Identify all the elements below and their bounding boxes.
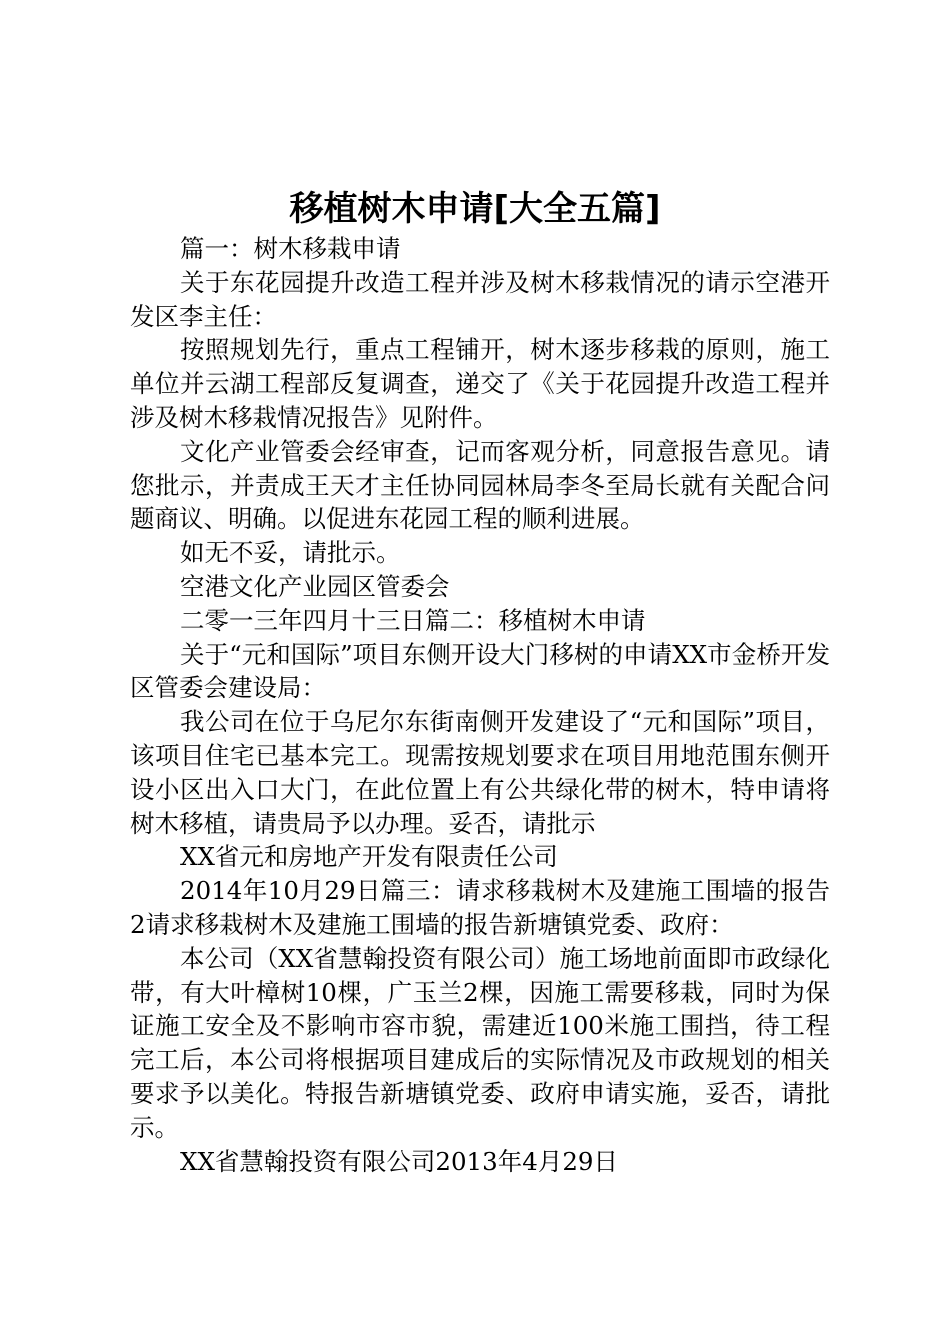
paragraph-request-two-body: 我公司在位于乌尼尔东街南侧开发建设了“元和国际”项目，该项目住宅已基本完工。现需按规划要求在项目用地范围东侧开设小区出入口大门，在此位置上有公共绿化带的树木，特申请将树木移植，请贵局予以办理。妥否，请批示 [130, 707, 830, 838]
paragraph-signature-committee: 空港文化产业园区管委会 [180, 571, 450, 601]
paragraph-request-two-subject: 关于“元和国际”项目东侧开设大门移树的申请XX市金桥开发区管委会建设局： [130, 639, 830, 703]
paragraph-review-opinion: 文化产业管委会经审查，记而客观分析，同意报告意见。请您批示，并责成王天才主任协同园林局李冬至局长就有关配合问题商议、明确。以促进东花园工程的顺利进展。 [130, 436, 830, 534]
paragraph-request-three-body: 本公司（XX省慧翰投资有限公司）施工场地前面即市政绿化带，有大叶樟树10棵，广玉兰2棵，因施工需要移栽，同时为保证施工安全及不影响市容市貌，需建近100米施工围挡，待工程完工后，本公司将根据项目建成后的实际情况及市政规划的相关要求予以美化。特报告新塘镇党委、政府申请实施，妥否，请批示。 [130, 943, 830, 1142]
paragraph-section-one-heading: 篇一：树木移栽申请 [180, 234, 401, 263]
paragraph-signature-company-one: XX省元和房地产开发有限责任公司 [180, 842, 558, 872]
paragraph-date-section-two-heading: 二零一三年四月十三日篇二：移植树木申请 [180, 605, 646, 635]
paragraph-request-one-body: 按照规划先行，重点工程铺开，树木逐步移栽的原则，施工单位并云湖工程部反复调查，递交了《关于花园提升改造工程并涉及树木移栽情况报告》见附件。 [130, 335, 830, 432]
paragraph-date-section-three-heading: 2014年10月29日篇三：请求移栽树木及建施工围墙的报告2请求移栽树木及建施工围墙的报告新塘镇党委、政府： [130, 876, 830, 939]
document-title: 移植树木申请[大全五篇] [289, 189, 661, 229]
paragraph-signature-company-two: XX省慧翰投资有限公司2013年4月29日 [180, 1146, 618, 1176]
paragraph-request-one-subject: 关于东花园提升改造工程并涉及树木移栽情况的请示空港开发区李主任： [130, 267, 830, 331]
paragraph-closing-request: 如无不妥，请批示。 [180, 538, 401, 568]
document-body [130, 232, 830, 1178]
